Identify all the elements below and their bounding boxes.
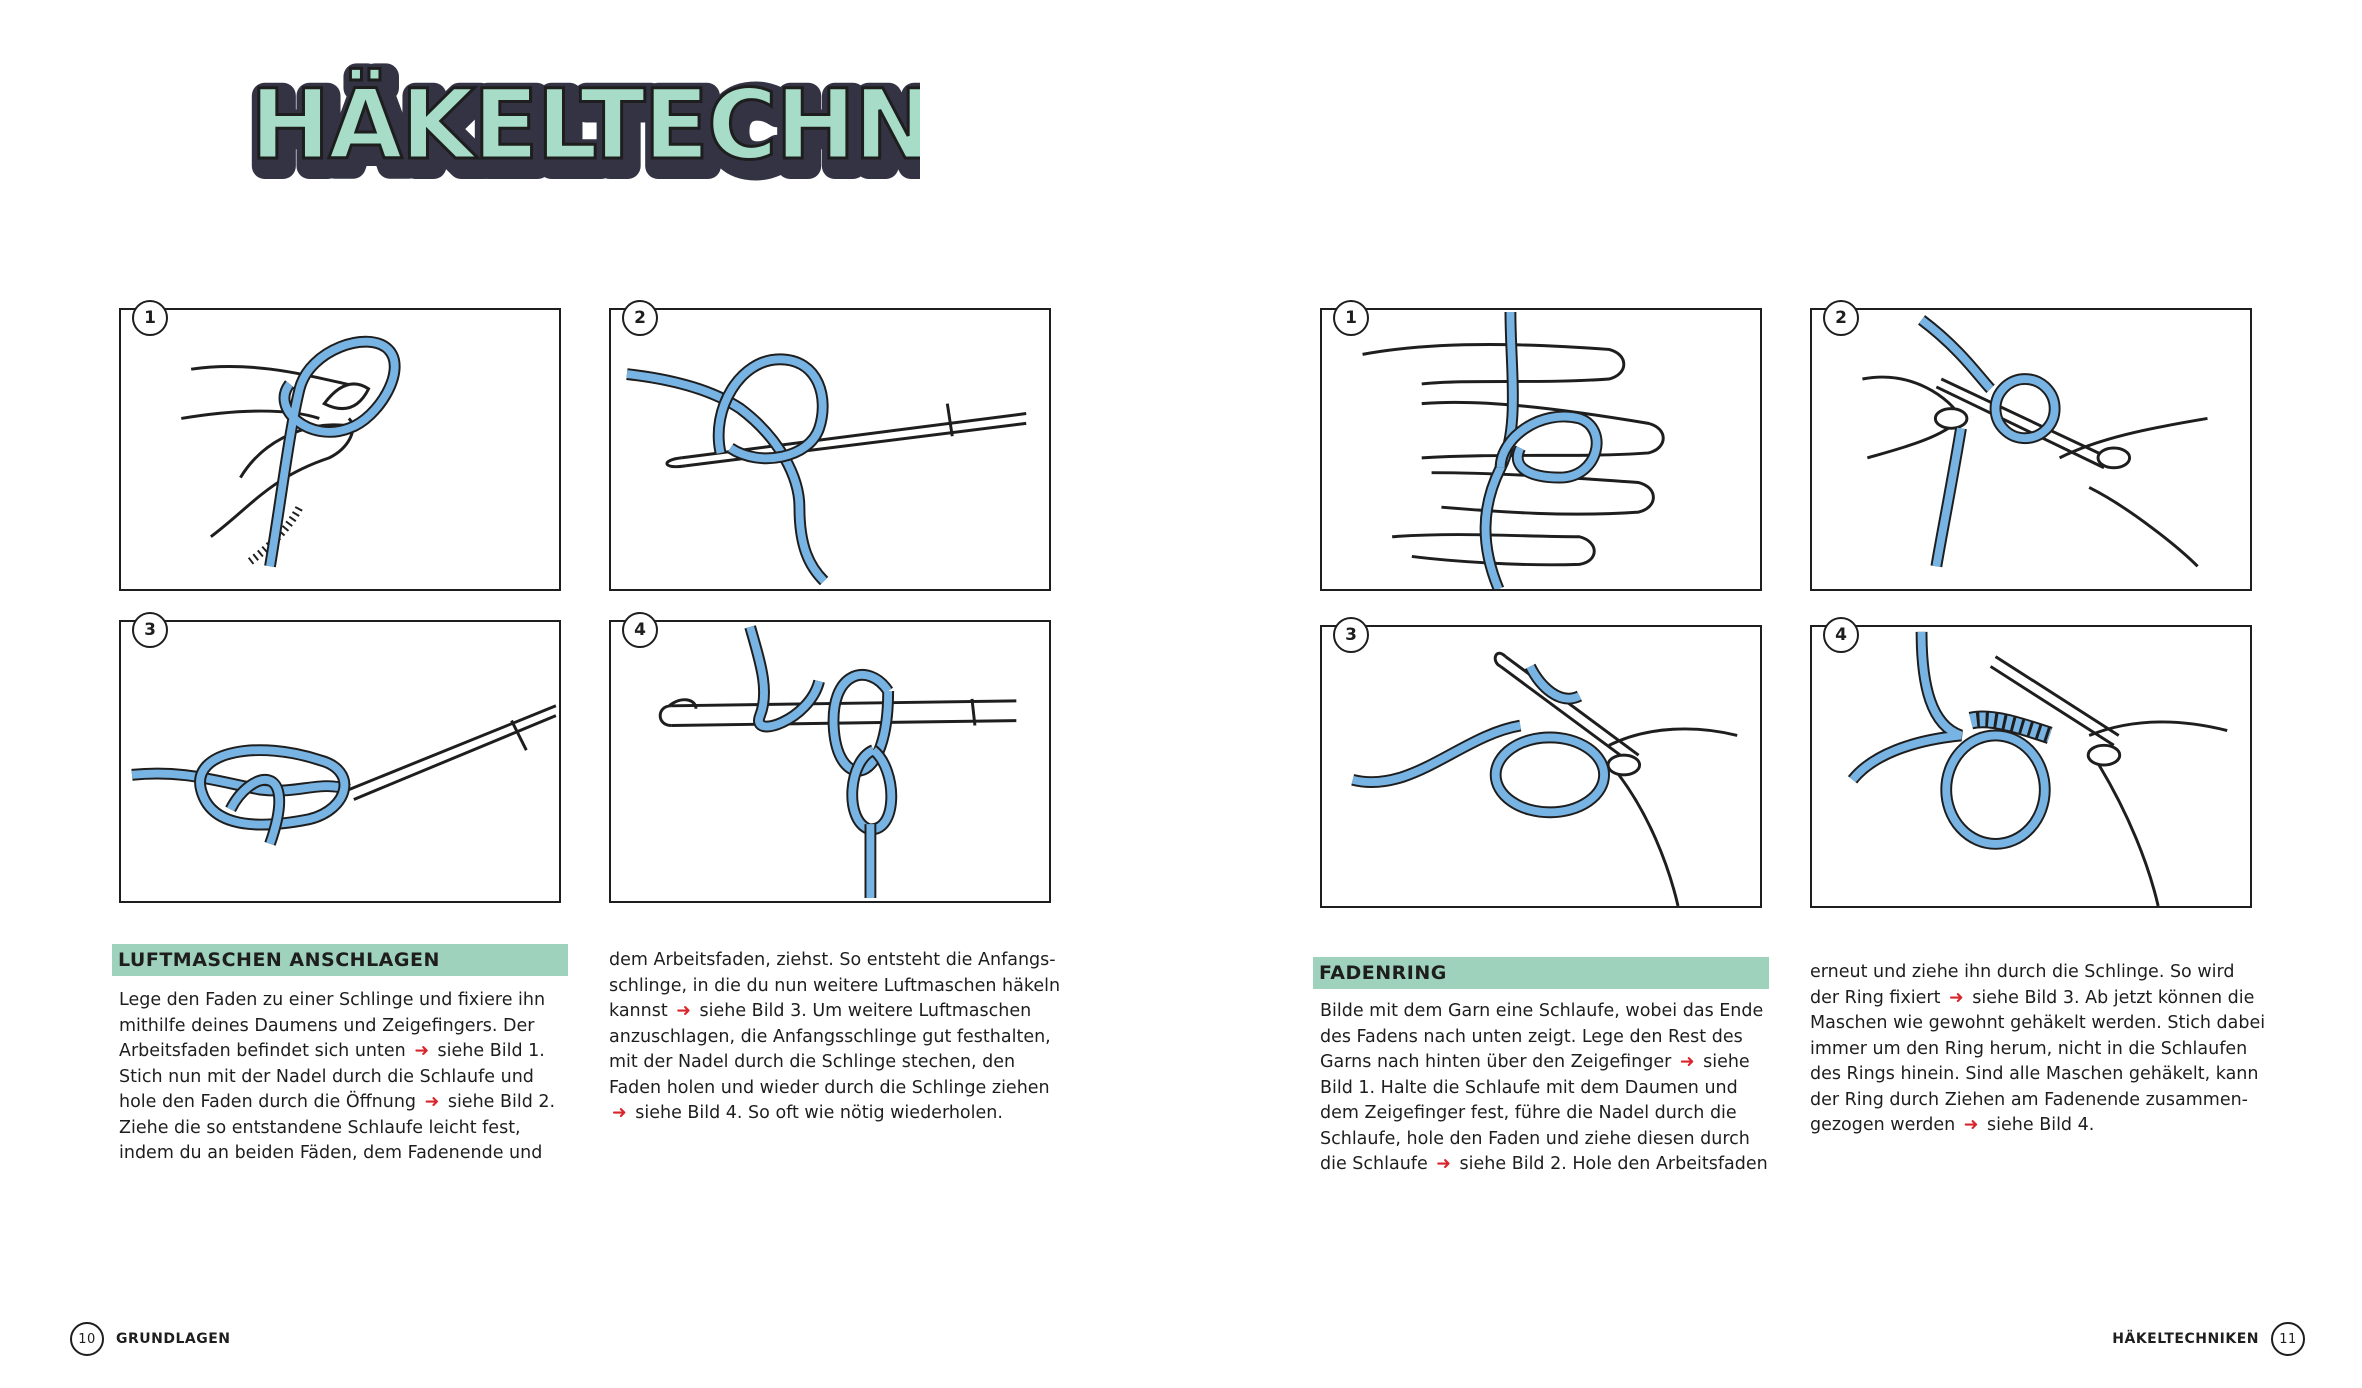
left-panel-2	[609, 308, 1051, 591]
arrow-right-icon: ➜	[1963, 1115, 1979, 1135]
title-shadow: HÄKELTECHN	[256, 77, 920, 189]
hand-yarn-loop-illustration	[121, 310, 559, 589]
hook-slipknot-illustration	[121, 622, 559, 901]
text-line: gezogen werden ➜ siehe Bild 4.	[1810, 1115, 2095, 1135]
text-line: Garns nach hinten über den Zeigefinger ➜ siehe	[1320, 1052, 1750, 1072]
step-number: 2	[622, 300, 658, 336]
hook-chain-illustration	[611, 622, 1049, 901]
right-panel-2	[1810, 308, 2252, 591]
page-number-left: 10	[70, 1322, 104, 1356]
text-line: dem Zeigefinger fest, führe die Nadel durch die	[1320, 1103, 1737, 1123]
text-line: erneut und ziehe ihn durch die Schlinge. So wird	[1810, 962, 2235, 982]
text-line: mit der Nadel durch die Schlinge stechen, den	[609, 1052, 1016, 1072]
hand-fingers-loop-illustration	[1322, 310, 1760, 589]
right-text-col2	[1810, 960, 2270, 1139]
step-number: 4	[622, 612, 658, 648]
title-text: HÄKELTECHN	[250, 69, 920, 181]
text-line: ➜ siehe Bild 4. So oft wie nötig wiederholen.	[612, 1103, 1003, 1123]
right-text-col1	[1320, 999, 1780, 1178]
text-line: Arbeitsfaden befindet sich unten ➜ siehe Bild 1.	[119, 1041, 545, 1061]
text-line: Lege den Faden zu einer Schlinge und fixiere ihn	[119, 990, 546, 1010]
step-number: 1	[132, 300, 168, 336]
text-line: die Schlaufe ➜ siehe Bild 2. Hole den Arbeitsfaden	[1320, 1154, 1768, 1174]
arrow-right-icon: ➜	[1949, 987, 1964, 1008]
arrow-right-icon: ➜	[424, 1092, 440, 1112]
right-panel-3	[1320, 625, 1762, 908]
text-line: Ziehe die so entstandene Schlaufe leicht fest,	[119, 1117, 521, 1138]
text-line: immer um den Ring herum, nicht in die Schlaufen	[1810, 1038, 2248, 1059]
page-number-right: 11	[2271, 1322, 2305, 1356]
text-line: dem Arbeitsfaden, ziehst. So entsteht die Anfangs-	[609, 950, 1056, 970]
arrow-right-icon: ➜	[414, 1041, 429, 1061]
arrow-right-icon: ➜	[676, 1001, 691, 1021]
left-panel-4	[609, 620, 1051, 903]
step-number: 4	[1823, 617, 1859, 653]
text-line: der Ring fixiert ➜ siehe Bild 3. Ab jetzt können die	[1810, 987, 2255, 1008]
right-panel-4	[1810, 625, 2252, 908]
text-line: kannst ➜ siehe Bild 3. Um weitere Luftmaschen	[609, 1001, 1032, 1021]
footer-label-left: GRUNDLAGEN	[116, 1331, 231, 1347]
left-text-col2	[609, 948, 1069, 1127]
right-panel-1	[1320, 308, 1762, 591]
text-line: Bild 1. Halte die Schlaufe mit dem Daumen und	[1320, 1077, 1738, 1098]
text-line: indem du an beiden Fäden, dem Fadenende und	[119, 1143, 543, 1163]
arrow-right-icon: ➜	[1679, 1052, 1695, 1072]
left-text-col1	[119, 988, 575, 1167]
hands-ring-stitch-illustration	[1322, 627, 1760, 906]
section-heading-luftmaschen: LUFTMASCHEN ANSCHLAGEN	[112, 944, 568, 976]
text-line: des Fadens nach unten zeigt. Lege den Rest des	[1320, 1026, 1743, 1047]
text-line: Bilde mit dem Garn eine Schlaufe, wobei das Ende	[1320, 1001, 1764, 1021]
hands-ring-stitches-illustration	[1812, 627, 2250, 906]
footer-right	[2112, 1322, 2305, 1356]
text-line: Stich nun mit der Nadel durch die Schlaufe und	[119, 1066, 534, 1087]
left-panel-3	[119, 620, 561, 903]
arrow-right-icon: ➜	[1436, 1154, 1451, 1174]
footer-left	[70, 1322, 231, 1356]
text-line: mithilfe deines Daumens und Zeigefingers. Der	[119, 1015, 535, 1036]
left-panel-1	[119, 308, 561, 591]
text-line: Maschen wie gewohnt gehäkelt werden. Stich dabei	[1810, 1013, 2266, 1033]
hands-ring-hook-illustration	[1812, 310, 2250, 589]
step-number: 3	[132, 612, 168, 648]
step-number: 3	[1333, 617, 1369, 653]
text-line: Faden holen und wieder durch die Schlinge ziehen	[609, 1077, 1050, 1098]
hook-loop-illustration	[611, 310, 1049, 589]
page-title	[240, 62, 920, 192]
text-line: schlinge, in die du nun weitere Luftmaschen häkeln	[609, 975, 1061, 996]
arrow-right-icon: ➜	[612, 1103, 627, 1123]
text-line: hole den Faden durch die Öffnung ➜ siehe Bild 2.	[119, 1092, 556, 1112]
text-line: der Ring durch Ziehen am Fadenende zusammen-	[1810, 1089, 2248, 1110]
text-line: anzuschlagen, die Anfangsschlinge gut festhalten,	[609, 1026, 1051, 1047]
step-number: 1	[1333, 300, 1369, 336]
section-heading-fadenring: FADENRING	[1313, 957, 1769, 989]
text-line: Schlaufe, hole den Faden und ziehe diesen durch	[1320, 1128, 1750, 1149]
text-line: des Rings hinein. Sind alle Maschen gehäkelt, kann	[1810, 1064, 2259, 1084]
step-number: 2	[1823, 300, 1859, 336]
footer-label-right: HÄKELTECHNIKEN	[2112, 1331, 2259, 1347]
